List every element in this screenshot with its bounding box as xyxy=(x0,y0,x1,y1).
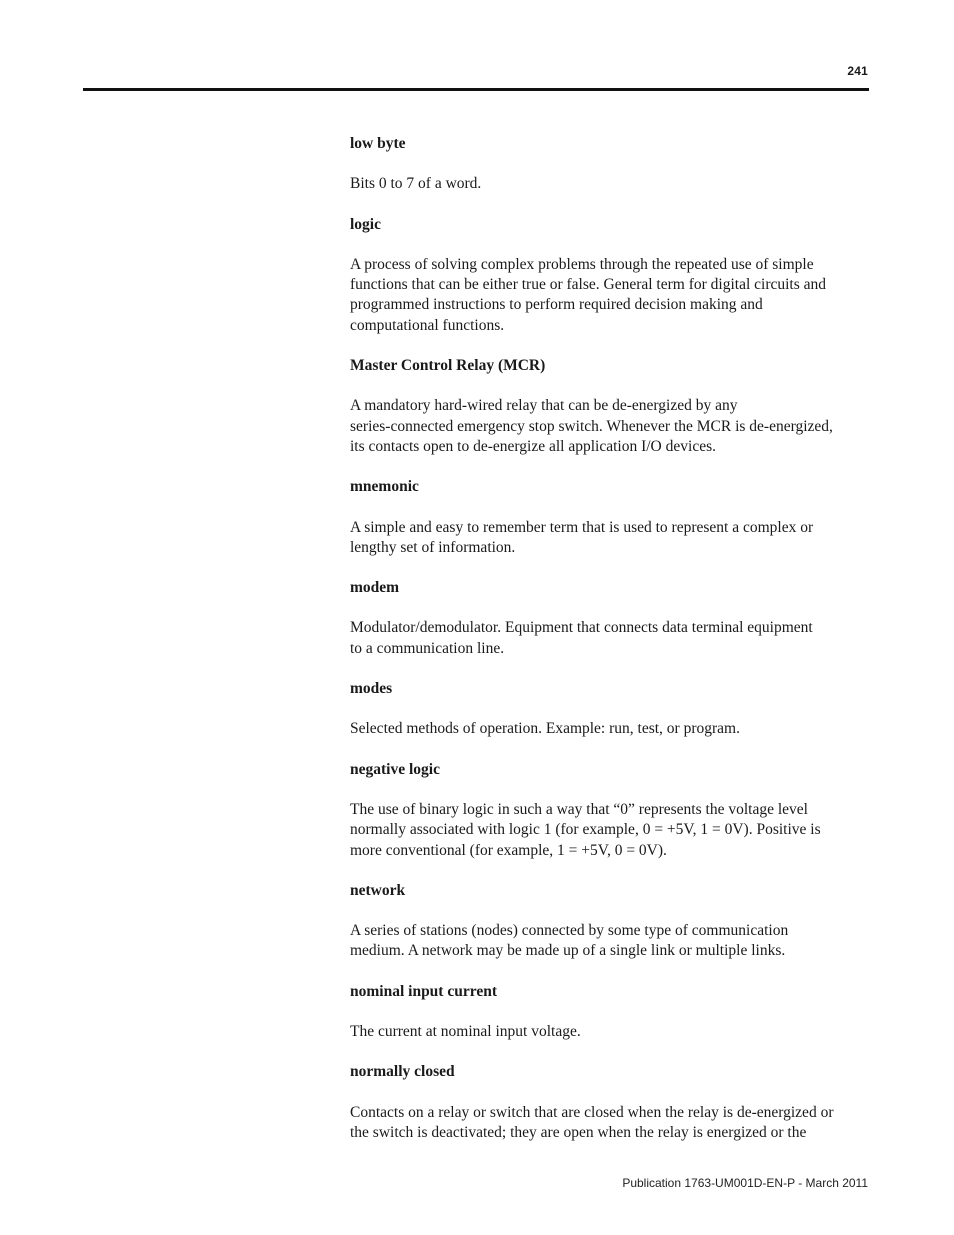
glossary-definition xyxy=(350,719,870,739)
header-rule xyxy=(83,88,869,91)
definition-line: The current at nominal input voltage. xyxy=(350,1023,581,1041)
glossary-content xyxy=(350,134,870,1163)
glossary-entry xyxy=(350,134,870,195)
glossary-definition xyxy=(350,396,870,457)
glossary-definition xyxy=(350,1103,870,1144)
glossary-entry xyxy=(350,356,870,457)
definition-line: to a communication line. xyxy=(350,639,505,657)
publication-footer: Publication 1763-UM001D-EN-P - March 2011 xyxy=(622,1176,868,1190)
glossary-term: Master Control Relay (MCR) xyxy=(350,357,546,375)
glossary-term: negative logic xyxy=(350,760,440,778)
page-number: 241 xyxy=(847,64,868,78)
definition-line: the switch is deactivated; they are open when the relay is energized or the xyxy=(350,1123,807,1141)
glossary-term: mnemonic xyxy=(350,478,419,496)
glossary-definition xyxy=(350,518,870,559)
definition-line: Bits 0 to 7 of a word. xyxy=(350,175,482,193)
glossary-entry xyxy=(350,1062,870,1143)
glossary-term: normally closed xyxy=(350,1063,455,1081)
glossary-term: modes xyxy=(350,680,393,698)
glossary-definition xyxy=(350,255,870,336)
definition-line: Selected methods of operation. Example: run, test, or program. xyxy=(350,720,740,738)
glossary-definition xyxy=(350,618,870,659)
glossary-definition xyxy=(350,921,870,962)
definition-line: functions that can be either true or false. General term for digital circuits and xyxy=(350,276,827,294)
definition-line: medium. A network may be made up of a single link or multiple links. xyxy=(350,942,786,960)
glossary-term: modem xyxy=(350,579,400,597)
glossary-entry xyxy=(350,215,870,336)
definition-line: series-connected emergency stop switch. Whenever the MCR is de-energized, xyxy=(350,417,833,435)
glossary-term: low byte xyxy=(350,135,406,152)
glossary-entry xyxy=(350,982,870,1043)
glossary-entry xyxy=(350,760,870,861)
definition-line: more conventional (for example, 1 = +5V, 0 = 0V). xyxy=(350,841,667,859)
definition-line: A process of solving complex problems through the repeated use of simple xyxy=(350,255,814,273)
definition-line: The use of binary logic in such a way that “0” represents the voltage level xyxy=(350,800,808,818)
definition-line: programmed instructions to perform required decision making and xyxy=(350,296,763,314)
glossary-definition xyxy=(350,800,870,861)
glossary-entry xyxy=(350,881,870,962)
glossary-term: logic xyxy=(350,215,381,233)
definition-line: A series of stations (nodes) connected by some type of communication xyxy=(350,922,789,940)
definition-line: A mandatory hard-wired relay that can be de-energized by any xyxy=(350,397,738,415)
glossary-entry xyxy=(350,477,870,558)
glossary-entry xyxy=(350,578,870,659)
glossary-definition xyxy=(350,174,870,194)
definition-line: lengthy set of information. xyxy=(350,538,516,556)
glossary-term: nominal input current xyxy=(350,982,497,1000)
definition-line: normally associated with logic 1 (for example, 0 = +5V, 1 = 0V). Positive is xyxy=(350,821,821,839)
definition-line: A simple and easy to remember term that is used to represent a complex or xyxy=(350,518,814,536)
definition-line: Modulator/demodulator. Equipment that connects data terminal equipment xyxy=(350,619,813,637)
glossary-entry xyxy=(350,679,870,740)
glossary-term: network xyxy=(350,881,406,899)
definition-line: Contacts on a relay or switch that are closed when the relay is de-energized or xyxy=(350,1103,834,1121)
glossary-definition xyxy=(350,1022,870,1042)
definition-line: computational functions. xyxy=(350,316,505,334)
definition-line: its contacts open to de-energize all application I/O devices. xyxy=(350,437,716,455)
